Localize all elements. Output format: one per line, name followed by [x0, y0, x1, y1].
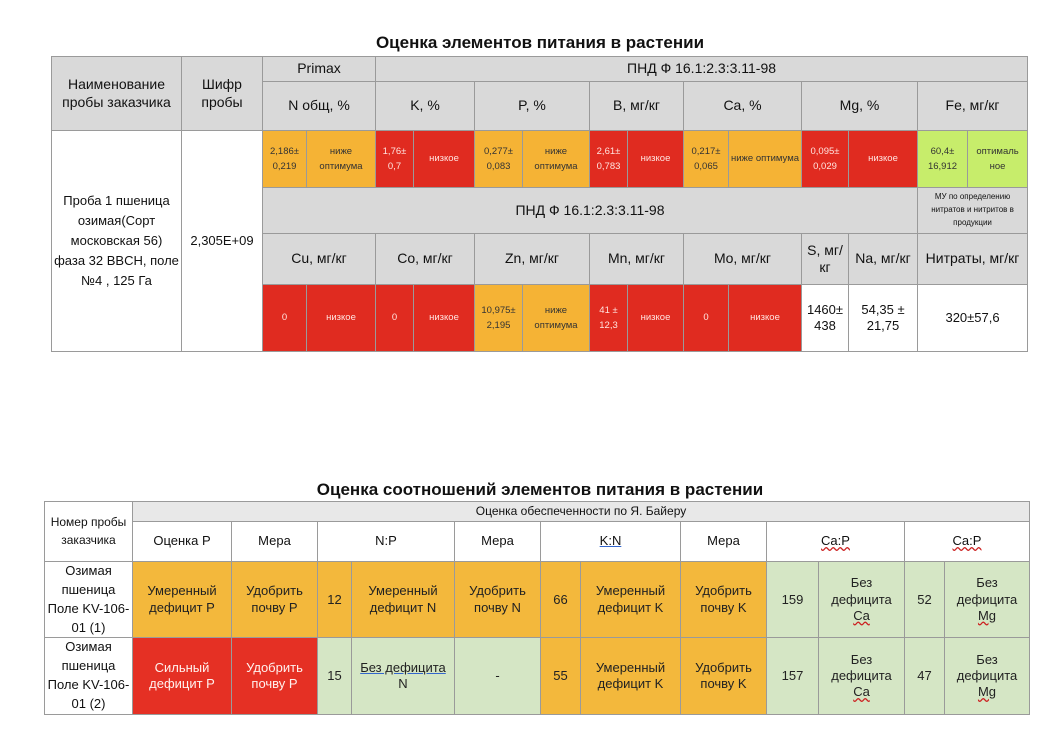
row1-cap2: 52 [905, 562, 945, 638]
header-cap [767, 522, 905, 562]
p-value: 0,277± 0,083 [475, 131, 523, 188]
row2-cap: 157 [767, 638, 819, 714]
header-p: P, % [475, 82, 590, 131]
row2-cap2: 47 [905, 638, 945, 714]
b-status: низкое [628, 131, 684, 188]
row2-np: 15 [318, 638, 352, 714]
co-value: 0 [376, 285, 414, 352]
row2-np-eval-element: N [398, 676, 408, 692]
ca-status: ниже оптимума [729, 131, 802, 188]
n-status: ниже оптимума [307, 131, 376, 188]
row2-mera-2: - [455, 638, 541, 714]
header-np: N:P [318, 522, 455, 562]
table-row [45, 638, 1030, 714]
nitrates-value: 320±57,6 [918, 285, 1028, 352]
row2-cap-eval-element: Ca [853, 684, 870, 700]
col-code-header: Шифр пробы [182, 57, 263, 131]
header-co: Co, мг/кг [376, 234, 475, 285]
row1-sample: Озимая пшеница Поле KV-106-01 (1) [45, 562, 133, 638]
row1-cap-eval [819, 562, 905, 638]
mo-status: низкое [729, 285, 802, 352]
evaluation-title: Оценка обеспеченности по Я. Байеру [133, 502, 1030, 522]
row1-kn: 66 [541, 562, 581, 638]
row1-cap2-eval [945, 562, 1030, 638]
cu-value: 0 [263, 285, 307, 352]
col-sample-number-header: Номер пробы заказчика [45, 502, 133, 562]
row1-cap: 159 [767, 562, 819, 638]
header-na: Na, мг/кг [849, 234, 918, 285]
table-row [45, 562, 1030, 638]
header-mera-2: Мера [455, 522, 541, 562]
header-mn: Mn, мг/кг [590, 234, 684, 285]
row1-np: 12 [318, 562, 352, 638]
na-value: 54,35 ± 21,75 [849, 285, 918, 352]
header-s: S, мг/кг [802, 234, 849, 285]
row1-cap2-eval-element: Mg [977, 607, 997, 623]
method-primax: Primax [263, 57, 376, 82]
k-status: низкое [414, 131, 475, 188]
table2-title: Оценка соотношений элементов питания в растении [316, 480, 764, 499]
header-cu: Cu, мг/кг [263, 234, 376, 285]
header-mera-3: Мера [681, 522, 767, 562]
row2-np-eval [352, 638, 455, 714]
header-mg: Mg, % [802, 82, 918, 131]
sample-code: 2,305E+09 [182, 131, 263, 352]
mn-value: 41 ± 12,3 [590, 285, 628, 352]
row1-cap2-eval-text: Без дефицита [956, 575, 1018, 607]
col-sample-name-header: Наименование пробы заказчика [52, 57, 182, 131]
mg-status: низкое [849, 131, 918, 188]
row2-kn: 55 [541, 638, 581, 714]
fe-status: оптималь ное [968, 131, 1028, 188]
header-cap-text: Ca:P [821, 533, 850, 549]
s-value: 1460± 438 [802, 285, 849, 352]
row1-cap-eval-element: Ca [853, 607, 870, 623]
header-kn-text: K:N [599, 533, 622, 549]
ratio-assessment-table [44, 501, 1030, 715]
header-cap-2-text: Ca:P [952, 533, 982, 549]
header-kn [541, 522, 681, 562]
method-pnd: ПНД Ф 16.1:2.3:3.11-98 [376, 57, 1028, 82]
row2-mera-3: Удобрить почву K [681, 638, 767, 714]
header-k: K, % [376, 82, 475, 131]
mo-value: 0 [684, 285, 729, 352]
row2-np-eval-text: Без дефицита [360, 659, 446, 675]
co-status: низкое [414, 285, 475, 352]
b-value: 2,61± 0,783 [590, 131, 628, 188]
row2-cap2-eval [945, 638, 1030, 714]
header-ca: Ca, % [684, 82, 802, 131]
header-n: N общ, % [263, 82, 376, 131]
row1-cap-eval-text: Без дефицита [831, 575, 892, 607]
n-value: 2,186± 0,219 [263, 131, 307, 188]
p-status: ниже оптимума [523, 131, 590, 188]
ca-value: 0,217± 0,065 [684, 131, 729, 188]
row1-mera-3: Удобрить почву K [681, 562, 767, 638]
row1-mera-2: Удобрить почву N [455, 562, 541, 638]
nutrient-assessment-table [51, 56, 1028, 352]
header-cap-2 [905, 522, 1030, 562]
row2-mera-1: Удобрить почву P [232, 638, 318, 714]
header-mera-1: Мера [232, 522, 318, 562]
row2-cap2-eval-element: Mg [977, 684, 997, 700]
fe-value: 60,4± 16,912 [918, 131, 968, 188]
mu-note: МУ по определению нитратов и нитритов в продукции [918, 188, 1028, 234]
header-fe: Fe, мг/кг [918, 82, 1028, 131]
header-mo: Mo, мг/кг [684, 234, 802, 285]
table1-title: Оценка элементов питания в растении [375, 33, 705, 52]
header-eval-p: Оценка P [133, 522, 232, 562]
cu-status: низкое [307, 285, 376, 352]
row1-kn-eval: Умеренный дефицит K [581, 562, 681, 638]
row2-cap2-eval-text: Без дефицита [956, 651, 1018, 683]
row2-eval-p: Сильный дефицит P [133, 638, 232, 714]
header-zn: Zn, мг/кг [475, 234, 590, 285]
row1-mera-1: Удобрить почву P [232, 562, 318, 638]
k-value: 1,76± 0,7 [376, 131, 414, 188]
zn-value: 10,975± 2,195 [475, 285, 523, 352]
mn-status: низкое [628, 285, 684, 352]
method-pnd-2: ПНД Ф 16.1:2.3:3.11-98 [263, 188, 918, 234]
row1-eval-p: Умеренный дефицит P [133, 562, 232, 638]
row2-sample: Озимая пшеница Поле KV-106-01 (2) [45, 638, 133, 714]
row2-kn-eval: Умеренный дефицит K [581, 638, 681, 714]
mg-value: 0,095± 0,029 [802, 131, 849, 188]
sample-name: Проба 1 пшеница озимая(Сорт московская 56) фаза 32 BBCH, поле №4 , 125 Га [52, 131, 182, 352]
header-nitrates: Нитраты, мг/кг [918, 234, 1028, 285]
row2-cap-eval [819, 638, 905, 714]
zn-status: ниже оптимума [523, 285, 590, 352]
row1-np-eval: Умеренный дефицит N [352, 562, 455, 638]
header-b: B, мг/кг [590, 82, 684, 131]
row2-cap-eval-text: Без дефицита [831, 651, 892, 683]
